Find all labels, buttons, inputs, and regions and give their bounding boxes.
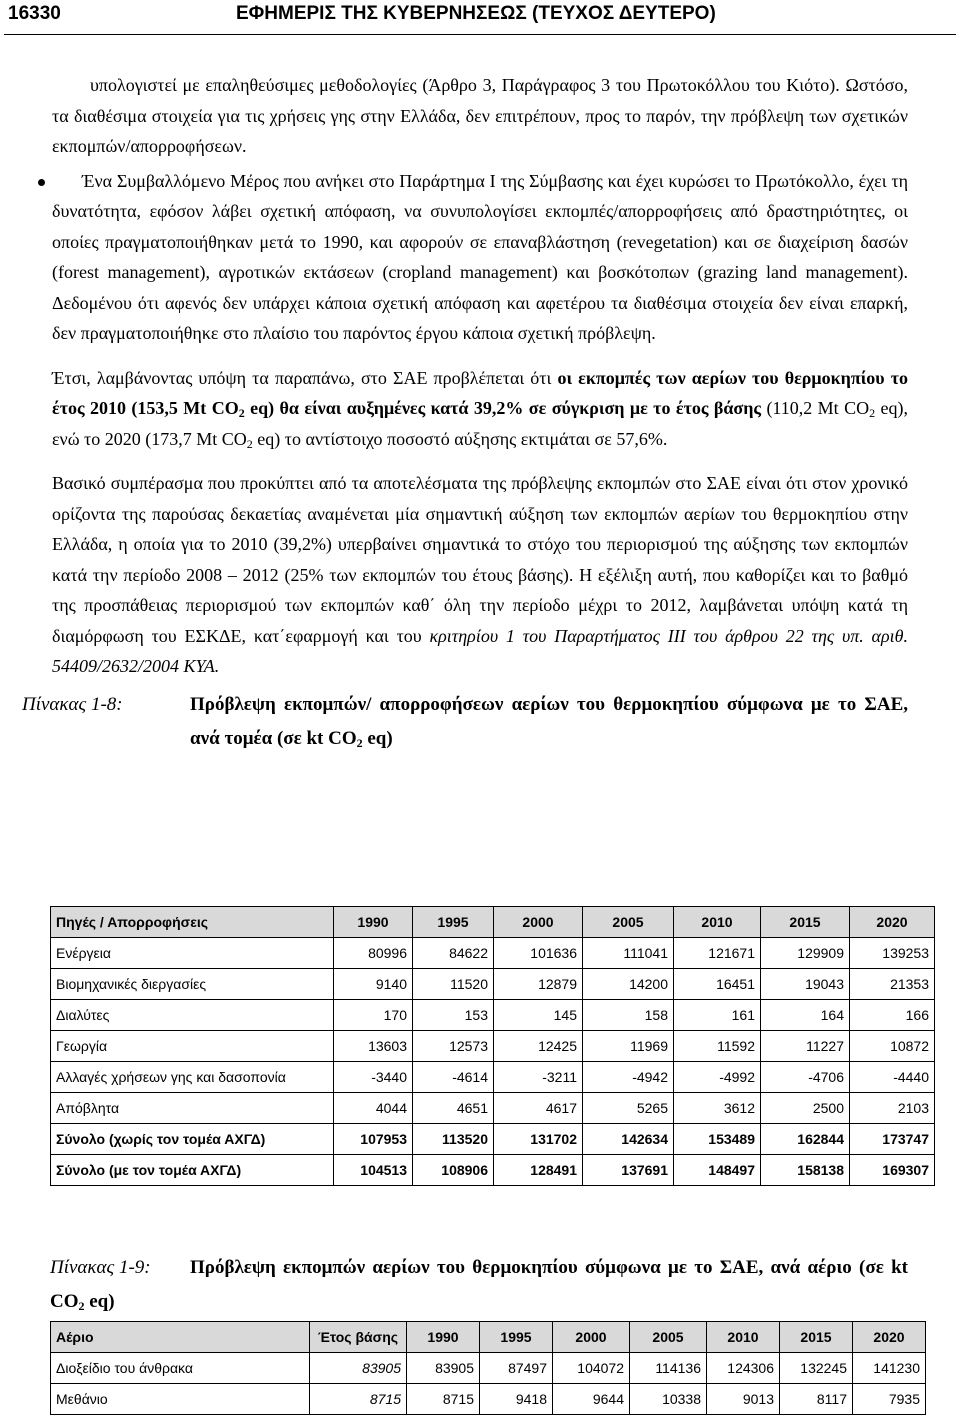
value-cell: 7935: [853, 1384, 926, 1415]
table1-title-end: eq): [362, 727, 393, 749]
value-cell: 113520: [413, 1124, 494, 1155]
value-cell: 104513: [334, 1155, 413, 1186]
value-cell: 11592: [674, 1031, 761, 1062]
bullet-item: [52, 166, 908, 349]
value-cell: 12573: [413, 1031, 494, 1062]
table2-header-cell: 2000: [553, 1322, 630, 1353]
p3-text-4: eq) το αντίστοιχο ποσοστό αύξησης εκτιμάται σε 57,6%.: [252, 428, 668, 449]
value-cell: 21353: [850, 969, 935, 1000]
value-cell: 129909: [761, 938, 850, 969]
value-cell: 19043: [761, 969, 850, 1000]
value-cell: -4992: [674, 1062, 761, 1093]
paragraph-3: [52, 363, 908, 455]
row-label: Σύνολο (με τον τομέα ΑΧΓΔ): [51, 1155, 334, 1186]
table2-header-cell: 2015: [780, 1322, 853, 1353]
bullet-paragraph: Ένα Συμβαλλόμενο Μέρος που ανήκει στο Παράρτημα Ι της Σύμβασης και έχει κυρώσει το Πρωτόκολλο, έχει τη δυνατότητα, εφόσον λάβει σχετική απόφαση, να συνυπολογίσει εκπομπές/απορροφήσεις από δραστηριότητες, οι οποίες πραγματοποιήθηκαν μετά το 1990, και αφορούν σε επαναβλάστηση (revegetation) και σε διαχείριση δασών (forest management), αγροτικών εκτάσεων (cropland management) και βοσκότοπων (grazing land management). Δεδομένου ότι αφενός δεν υπάρχει κάποια σχετική απόφαση και αφετέρου τα διαθέσιμα στοιχεία δεν είναι επαρκή, δεν πραγματοποιήθηκε στο πλαίσιο του παρόντος έργου κάποια σχετική πρόβλεψη.: [52, 170, 908, 343]
table2-title-end: eq): [84, 1291, 115, 1312]
table1-header-cell: Πηγές / Απορροφήσεις: [51, 907, 334, 938]
value-cell: 10338: [630, 1384, 707, 1415]
value-cell: 4651: [413, 1093, 494, 1124]
row-label: Σύνολο (χωρίς τον τομέα ΑΧΓΔ): [51, 1124, 334, 1155]
value-cell: 14200: [583, 969, 674, 1000]
value-cell: 12879: [494, 969, 583, 1000]
row-label: Ενέργεια: [51, 938, 334, 969]
emissions-by-gas-table: [50, 1321, 926, 1415]
value-cell: 162844: [761, 1124, 850, 1155]
value-cell: -4706: [761, 1062, 850, 1093]
table2-header-cell: 2020: [853, 1322, 926, 1353]
value-cell: 158: [583, 1000, 674, 1031]
value-cell: 8715: [407, 1384, 480, 1415]
emissions-by-sector-table: [50, 906, 935, 1186]
table2-title-sub: 2: [78, 1299, 85, 1313]
value-cell: 11520: [413, 969, 494, 1000]
value-cell: 9140: [334, 969, 413, 1000]
value-cell: -3211: [494, 1062, 583, 1093]
table1-title-text: Πρόβλεψη εκπομπών/ απορροφήσεων αερίων του θερμοκηπίου σύμφωνα με το ΣΑΕ, ανά τομέα (σε kt CO: [190, 693, 908, 749]
value-cell: -4942: [583, 1062, 674, 1093]
table-row: [51, 1000, 935, 1031]
p4-text: Βασικό συμπέρασμα που προκύπτει από τα αποτελέσματα της πρόβλεψης εκπομπών στο ΣΑΕ είναι ότι στον χρονικό ορίζοντα της παρούσας δεκαετίας αναμένεται μία σημαντική αύξηση των εκπομπών αερίων του θερμοκηπίου στην Ελλάδα, η οποία για το 2010 (39,2%) υπερβαίνει σημαντικά το στόχο του περιορισμού της αύξησης των εκπομπών κατά την περίοδο 2008 – 2012 (25% των εκπομπών του έτους βάσης). Η εξέλιξη αυτή, που καθορίζει και το βαθμό της προσπάθειας περιορισμού των εκπομπών καθ΄ όλη την περίοδο μέχρι το 2012, λαμβάνεται υπόψη κατά τη διαμόρφωση του ΕΣΚΔΕ, κατ΄εφαρμογή και του: [52, 473, 908, 646]
row-label: Αλλαγές χρήσεων γης και δασοπονία: [51, 1062, 334, 1093]
value-cell: 145: [494, 1000, 583, 1031]
table2-header-cell: 1990: [407, 1322, 480, 1353]
table1-header-cell: 1995: [413, 907, 494, 938]
value-cell: 121671: [674, 938, 761, 969]
value-cell: 4617: [494, 1093, 583, 1124]
table2-caption: [50, 1251, 908, 1319]
document-body: [22, 70, 909, 756]
table-row: [51, 1062, 935, 1093]
value-cell: 5265: [583, 1093, 674, 1124]
value-cell: 139253: [850, 938, 935, 969]
row-label: Διαλύτες: [51, 1000, 334, 1031]
p3-bold-b: eq) θα είναι αυξημένες κατά 39,2% σε σύγκριση με το έτος βάσης: [244, 398, 762, 418]
table1-title: [190, 688, 908, 756]
value-cell: 148497: [674, 1155, 761, 1186]
value-cell: 11227: [761, 1031, 850, 1062]
value-cell: 11969: [583, 1031, 674, 1062]
p3-text-3: eq), ενώ το 2020 (173,7 Mt CO: [52, 398, 909, 449]
table1-header-cell: 2005: [583, 907, 674, 938]
value-cell: 173747: [850, 1124, 935, 1155]
table1-header-cell: 2015: [761, 907, 850, 938]
table-row: [51, 1031, 935, 1062]
table2-header-cell: Αέριο: [51, 1322, 310, 1353]
value-cell: 128491: [494, 1155, 583, 1186]
row-label: Γεωργία: [51, 1031, 334, 1062]
value-cell: 153: [413, 1000, 494, 1031]
value-cell: 161: [674, 1000, 761, 1031]
value-cell: 164: [761, 1000, 850, 1031]
table-row: [51, 938, 935, 969]
table2-header-cell: Έτος βάσης: [310, 1322, 407, 1353]
value-cell: 84622: [413, 938, 494, 969]
table1-header-cell: 2010: [674, 907, 761, 938]
value-cell: 16451: [674, 969, 761, 1000]
value-cell: 9013: [707, 1384, 780, 1415]
row-label: Απόβλητα: [51, 1093, 334, 1124]
table2-label: Πίνακας 1-9:: [50, 1257, 151, 1278]
table1-header-cell: 1990: [334, 907, 413, 938]
table1-caption: [22, 688, 908, 756]
value-cell: 8117: [780, 1384, 853, 1415]
value-cell: 166: [850, 1000, 935, 1031]
value-cell: 101636: [494, 938, 583, 969]
bullet-icon: [38, 179, 45, 186]
value-cell: 3612: [674, 1093, 761, 1124]
table-row: [51, 1124, 935, 1155]
table2-header-cell: 2005: [630, 1322, 707, 1353]
value-cell: 9644: [553, 1384, 630, 1415]
value-cell: 111041: [583, 938, 674, 969]
value-cell: -3440: [334, 1062, 413, 1093]
table2-header-cell: 2010: [707, 1322, 780, 1353]
value-cell: 83905: [407, 1353, 480, 1384]
value-cell: 137691: [583, 1155, 674, 1186]
base-year-cell: 8715: [310, 1384, 407, 1415]
table2-title-text: Πρόβλεψη εκπομπών αερίων του θερμοκηπίου σύμφωνα με το ΣΑΕ, ανά αέριο (σε kt CO: [50, 1257, 908, 1312]
table-row: [51, 1155, 935, 1186]
value-cell: 104072: [553, 1353, 630, 1384]
row-label: Βιομηχανικές διεργασίες: [51, 969, 334, 1000]
value-cell: 108906: [413, 1155, 494, 1186]
value-cell: 4044: [334, 1093, 413, 1124]
value-cell: 141230: [853, 1353, 926, 1384]
value-cell: 158138: [761, 1155, 850, 1186]
value-cell: 2500: [761, 1093, 850, 1124]
row-label: Μεθάνιο: [51, 1384, 310, 1415]
page-header: [4, 0, 956, 35]
p3-sub-3: 2: [246, 436, 253, 451]
value-cell: 132245: [780, 1353, 853, 1384]
table1-header-cell: 2020: [850, 907, 935, 938]
table-row: [51, 969, 935, 1000]
value-cell: -4614: [413, 1062, 494, 1093]
paragraph-4: [52, 468, 908, 682]
table2-header-cell: 1995: [480, 1322, 553, 1353]
value-cell: 131702: [494, 1124, 583, 1155]
value-cell: 10872: [850, 1031, 935, 1062]
table1-title-sub: 2: [356, 735, 363, 750]
value-cell: 170: [334, 1000, 413, 1031]
value-cell: 153489: [674, 1124, 761, 1155]
table2-title: [50, 1251, 908, 1319]
p3-bold-a: οι εκπομπές των αερίων του θερμοκηπίου το έτος 2010 (153,5 Mt CO: [52, 367, 909, 418]
value-cell: -4440: [850, 1062, 935, 1093]
p4-italic: κριτηρίου 1 του Παραρτήματος ΙΙΙ του άρθρου 22 της υπ. αριθ. 54409/2632/2004 ΚΥΑ.: [52, 625, 908, 676]
value-cell: 87497: [480, 1353, 553, 1384]
value-cell: 9418: [480, 1384, 553, 1415]
table-row: [51, 1093, 935, 1124]
table1-label: Πίνακας 1-8:: [22, 693, 123, 715]
gazette-title: ΕΦΗΜΕΡΙΣ ΤΗΣ ΚΥΒΕΡΝΗΣΕΩΣ (ΤΕΥΧΟΣ ΔΕΥΤΕΡΟ): [236, 3, 716, 24]
value-cell: 142634: [583, 1124, 674, 1155]
value-cell: 80996: [334, 938, 413, 969]
value-cell: 13603: [334, 1031, 413, 1062]
value-cell: 107953: [334, 1124, 413, 1155]
p3-sub-2: 2: [869, 406, 876, 420]
value-cell: 169307: [850, 1155, 935, 1186]
p3-text: Έτσι, λαμβάνοντας υπόψη τα παραπάνω, στο ΣΑΕ προβλέπεται ότι: [52, 367, 558, 388]
p3-text-2: (110,2 Mt CO: [761, 398, 870, 418]
value-cell: 2103: [850, 1093, 935, 1124]
table-row: [51, 1384, 926, 1415]
value-cell: 114136: [630, 1353, 707, 1384]
page-number: 16330: [8, 3, 61, 24]
p3-sub-1: 2: [238, 406, 245, 420]
table1-header-cell: 2000: [494, 907, 583, 938]
row-label: Διοξείδιο του άνθρακα: [51, 1353, 310, 1384]
value-cell: 124306: [707, 1353, 780, 1384]
paragraph-1: υπολογιστεί με επαληθεύσιμες μεθοδολογίες (Άρθρο 3, Παράγραφος 3 του Πρωτοκόλλου του Κιότο). Ωστόσο, τα διαθέσιμα στοιχεία για τις χρήσεις γης στην Ελλάδα, δεν επιτρέπουν, προς το παρόν, την πρόβλεψη των σχετικών εκπομπών/απορροφήσεων.: [52, 75, 908, 156]
table-row: [51, 1353, 926, 1384]
value-cell: 12425: [494, 1031, 583, 1062]
base-year-cell: 83905: [310, 1353, 407, 1384]
